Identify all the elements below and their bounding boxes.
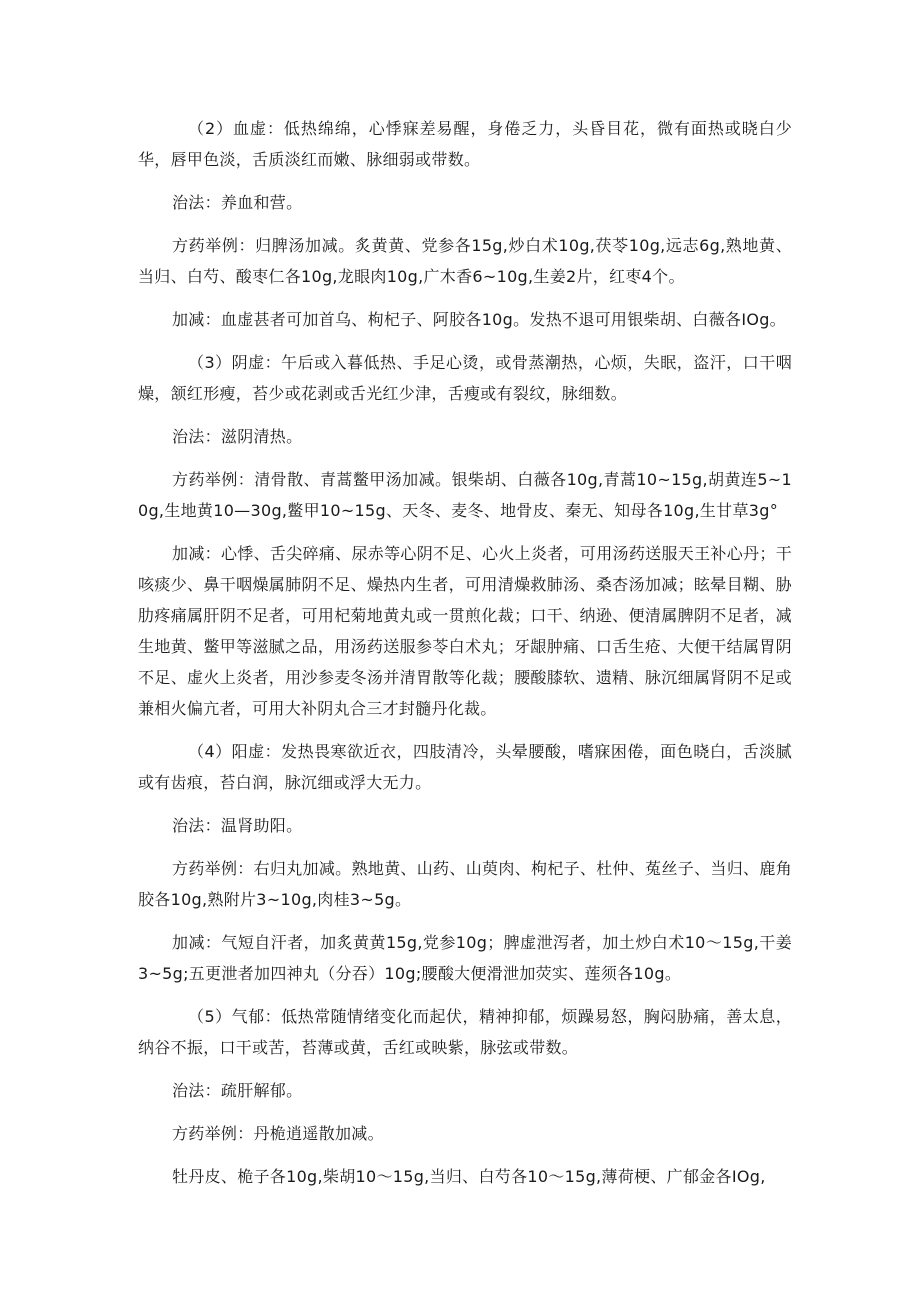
paragraph-modification: 加减：心悸、舌尖碎痛、尿赤等心阴不足、心火上炎者，可用汤药送服天王补心丹；干咳痰少、鼻干咽燥属肺阴不足、燥热内生者，可用清燥救肺汤、桑杏汤加减；眩晕目糊、胁肋疼痛属肝阴不足者，可用杞菊地黄丸或一贯煎化裁；口干、纳逊、便清属脾阴不足者，减生地黄、鳖甲等滋腻之品，用汤药送服参苓白术丸；牙龈肿痛、口舌生疮、大便干结属胃阴不足、虚火上炎者，用沙参麦冬汤并清胃散等化裁；腰酸膝软、遗精、脉沉细属肾阴不足或兼相火偏亢者，可用大补阴丸合三才封髓丹化裁。 [138,544,792,718]
paragraph-treatment-method: 治法：温肾助阳。 [172,816,303,835]
paragraph-prescription-example: 方药举例：丹桅逍遥散加减。 [172,1124,384,1143]
paragraph-treatment-method: 治法：养血和营。 [172,193,303,212]
paragraph-modification: 加减：气短自汗者，加炙黄黄15g,党参10g；脾虚泄泻者，加土炒白术10～15g,干姜3~5g;五更泄者加四神丸（分吞）10g;腰酸大便滑泄加荧实、莲须各10g。 [138,933,792,983]
paragraph-treatment-method: 治法：滋阴清热。 [172,427,303,446]
paragraph-prescription-example: 方药举例：归脾汤加减。炙黄黄、党参各15g,炒白术10g,茯苓10g,远志6g,熟地黄、当归、白芍、酸枣仁各10g,龙眼肉10g,广木香6~10g,生姜2片，红枣4个。 [138,236,792,286]
paragraph-prescription-example: 方药举例：右归丸加减。熟地黄、山药、山萸肉、枸杞子、杜仲、菟丝子、当归、鹿角胶各10g,熟附片3~10g,肉桂3~5g。 [138,859,792,909]
paragraph-modification: 加减：血虚甚者可加首乌、枸杞子、阿胶各10g。发热不退可用银柴胡、白薇各IOg。 [172,310,786,329]
paragraph-yin-deficiency: （3）阴虚：午后或入暮低热、手足心烫，或骨蒸潮热，心烦，失眠，盗汗，口干咽燥，颔红形瘦，苔少或花剥或舌光红少津，舌瘦或有裂纹，脉细数。 [138,353,792,403]
document-body [138,113,792,1204]
paragraph-treatment-method: 治法：疏肝解郁。 [172,1081,303,1100]
paragraph-prescription-ingredients: 牡丹皮、桅子各10g,柴胡10～15g,当归、白芍各10～15g,薄荷梗、广郁金各IOg, [172,1167,766,1186]
paragraph-prescription-example: 方药举例：清骨散、青蒿鳖甲汤加减。银柴胡、白薇各10g,青蒿10~15g,胡黄连5~10g,生地黄10—30g,鳖甲10~15g、天冬、麦冬、地骨皮、秦无、知母各10g,生甘草3g° [138,470,792,520]
paragraph-blood-deficiency: （2）血虚：低热绵绵，心悸寐差易醒，身倦乏力，头昏目花，微有面热或晓白少华，唇甲色淡，舌质淡红而嫩、脉细弱或带数。 [138,119,792,169]
paragraph-qi-stagnation: （5）气郁：低热常随情绪变化而起伏，精神抑郁，烦躁易怒，胸闷胁痛，善太息，纳谷不振，口干或苦，苔薄或黄，舌红或映紫，脉弦或带数。 [138,1007,792,1057]
paragraph-yang-deficiency: （4）阳虚：发热畏寒欲近衣，四肢清冷，头晕腰酸，嗜寐困倦，面色晓白，舌淡腻或有齿痕，苔白润，脉沉细或浮大无力。 [138,742,792,792]
